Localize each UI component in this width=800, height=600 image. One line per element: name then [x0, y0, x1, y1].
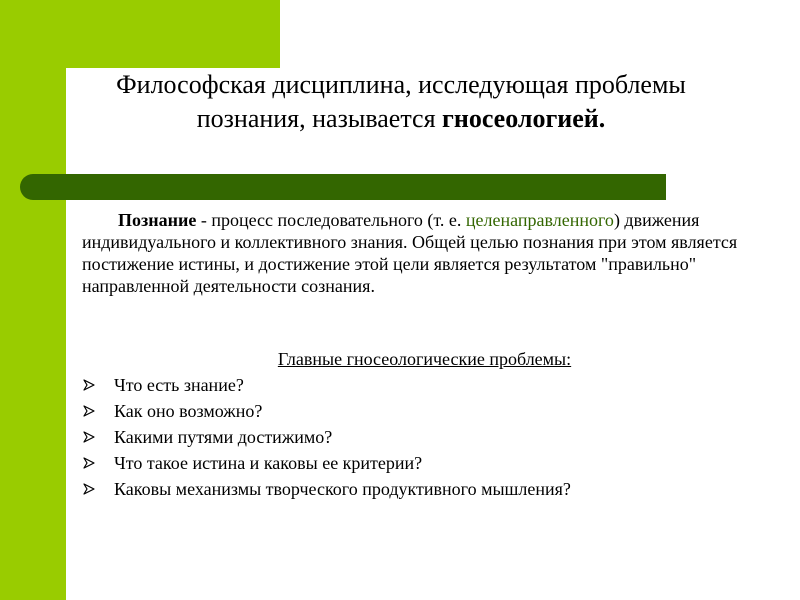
chevron-arrow-bullet-icon	[82, 378, 96, 392]
chevron-arrow-bullet-icon	[82, 430, 96, 444]
decorative-left-band	[0, 0, 66, 600]
list-item-text: Какими путями достижимо?	[114, 427, 333, 447]
chevron-arrow-bullet-icon	[82, 482, 96, 496]
list-item	[82, 426, 772, 452]
chevron-arrow-bullet-icon	[82, 404, 96, 418]
definition-term: Познание	[118, 210, 197, 230]
title-divider-bar	[20, 174, 666, 200]
definition-text-before: - процесс последовательного (т. е.	[196, 210, 466, 230]
problems-heading: Главные гносеологические проблемы:	[277, 349, 572, 369]
slide-title	[66, 68, 736, 136]
list-item	[82, 400, 772, 426]
list-item	[82, 452, 772, 478]
title-text: Философская дисциплина, исследующая проблемы познания, называется	[116, 70, 686, 133]
list-item-text: Что такое истина и каковы ее критерии?	[114, 453, 423, 473]
list-item	[82, 478, 772, 504]
chevron-arrow-bullet-icon	[82, 456, 96, 470]
list-item-text: Как оно возможно?	[114, 401, 263, 421]
definition-paragraph	[82, 209, 742, 297]
list-item-text: Что есть знание?	[114, 375, 244, 395]
title-bold-term: гносеологией.	[442, 104, 606, 133]
definition-text-after: ) движения индивидуального и коллективного знания. Общей целью познания при этом является постижение истины, и достижение этой цели является результатом "правильно" направленной деятельности сознания.	[82, 210, 738, 296]
list-item	[82, 374, 772, 400]
list-item-text: Каковы механизмы творческого продуктивного мышления?	[114, 479, 571, 499]
definition-highlight: целенаправленного	[465, 210, 614, 230]
decorative-top-band	[0, 0, 280, 68]
problems-list	[82, 374, 772, 504]
